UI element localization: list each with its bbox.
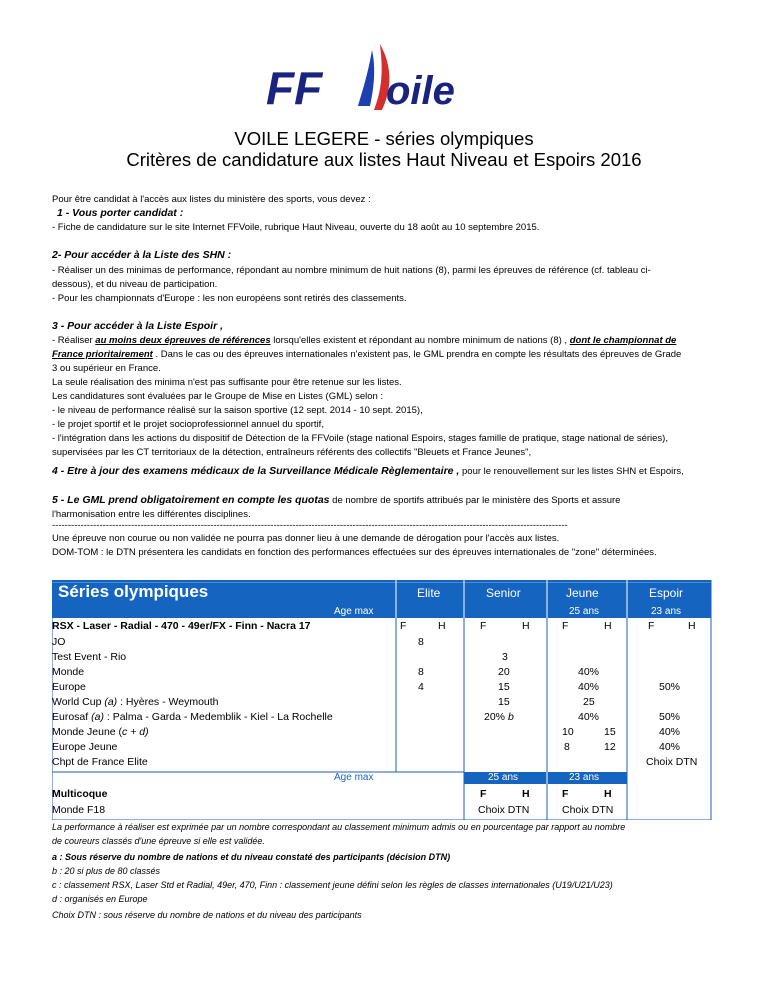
row-senior: 20% b xyxy=(484,711,514,723)
s2-heading: 2- Pour accéder à la Liste des SHN : xyxy=(52,249,232,261)
row-elite: 8 xyxy=(418,666,424,678)
espoir-f: F xyxy=(648,620,655,632)
multi-senior-f: F xyxy=(480,788,487,800)
row-jeune: 25 xyxy=(583,696,595,708)
intro: Pour être candidat à l'accès aux listes du ministère des sports, vous devez : xyxy=(52,194,371,205)
row-jeune: 40% xyxy=(578,666,600,678)
foot-line1: La performance à réaliser est exprimée par un nombre correspondant au classement minimum admis ou en pourcentage par rapport au nombre xyxy=(52,822,626,832)
row-elite: 4 xyxy=(418,681,424,693)
foot-choix: Choix DTN : sous réserve du nombre de nations et du niveau des participants xyxy=(52,910,362,920)
jeune-f: F xyxy=(562,620,569,632)
row-jeune-h: 15 xyxy=(604,726,616,738)
row-senior: 15 xyxy=(498,696,510,708)
foot-line2: de coureurs classés d'une épreuve si elle est validée. xyxy=(52,836,265,846)
row-jeune: 40% xyxy=(578,681,600,693)
row-jeune-h: 12 xyxy=(604,741,616,753)
age-jeune: 25 ans xyxy=(569,606,600,617)
foot-a: a : Sous réserve du nombre de nations et du niveau constaté des participants (décision DTN) xyxy=(52,852,451,862)
s3-line2: France prioritairement . Dans le cas ou des épreuves internationales n'existent pas, le GML prendra en compte les résultats des épreuves de Grade xyxy=(52,349,682,360)
multi-senior-h: H xyxy=(522,788,530,800)
age-espoir: 23 ans xyxy=(651,606,682,617)
row-jeune-f: 10 xyxy=(562,726,574,738)
row-label: JO xyxy=(52,636,66,648)
row-label: Test Event - Rio xyxy=(52,651,127,663)
row-senior: 15 xyxy=(498,681,510,693)
title-line2: Critères de candidature aux listes Haut Niveau et Espoirs 2016 xyxy=(126,149,642,170)
s3-line4: La seule réalisation des minima n'est pas suffisante pour être retenue sur les listes. xyxy=(52,377,402,388)
col-jeune: Jeune xyxy=(566,586,599,600)
multi-row-label: Monde F18 xyxy=(52,804,106,816)
row-senior: 20 xyxy=(498,666,510,678)
svg-text:FF: FF xyxy=(266,62,323,114)
elite-h: H xyxy=(438,620,446,632)
row-jeune: 40% xyxy=(578,711,600,723)
row-label: Eurosaf (a) : Palma - Garda - Medemblik - Kiel - La Rochelle xyxy=(52,711,333,723)
multi-label: Multicoque xyxy=(52,788,108,800)
row-label: Monde Jeune (c + d) xyxy=(52,726,149,738)
row-jeune-f: 8 xyxy=(564,741,570,753)
row-label: Monde xyxy=(52,666,85,678)
s2-line2: dessous), et du niveau de participation. xyxy=(52,279,218,290)
title-line1: VOILE LEGERE - séries olympiques xyxy=(234,128,534,149)
s3-line1: - Réaliser au moins deux épreuves de références lorsqu'elles existent et répondant au nombre minimum de nations (8) , dont le championnat de xyxy=(52,335,677,346)
dashes: ------------------------------------------------------------------------------------------------------------------------------------------------------------------- xyxy=(52,520,568,531)
row-elite: 8 xyxy=(418,636,424,648)
multi-age-senior: 25 ans xyxy=(488,772,519,783)
row-label: Europe xyxy=(52,681,86,693)
s2-line3: - Pour les championnats d'Europe : les non européens sont retirés des classements. xyxy=(52,293,407,304)
s3-line9: supervisées par les CT territoriaux de la détection, entraîneurs référents des collectifs "Bleuets et France Jeunes", xyxy=(52,447,532,458)
col-espoir: Espoir xyxy=(649,586,684,600)
s3-line3: 3 ou supérieur en France. xyxy=(52,363,161,374)
jeune-h: H xyxy=(604,620,612,632)
row-espoir: Choix DTN xyxy=(646,756,698,768)
s5-line2: l'harmonisation entre les différentes disciplines. xyxy=(52,509,251,520)
col-elite: Elite xyxy=(417,586,441,600)
senior-h: H xyxy=(522,620,530,632)
col-senior: Senior xyxy=(486,586,521,600)
note2: DOM-TOM : le DTN présentera les candidats en fonction des performances effectuées sur des épreuves internationales de "zone" déterminées. xyxy=(52,547,657,558)
row-espoir: 50% xyxy=(659,681,681,693)
elite-f: F xyxy=(400,620,407,632)
row-espoir: 40% xyxy=(659,726,681,738)
s3-line5: Les candidatures sont évaluées par le Groupe de Mise en Listes (GML) selon : xyxy=(52,391,384,402)
row-label: World Cup (a) : Hyères - Weymouth xyxy=(52,696,219,708)
criteria-table xyxy=(52,580,712,820)
s4-line: 4 - Etre à jour des examens médicaux de la Surveillance Médicale Règlementaire , pour le renouvellement sur les listes SHN et Espoirs, xyxy=(52,465,684,477)
multi-jeune-h: H xyxy=(604,788,612,800)
table-title: Séries olympiques xyxy=(58,582,209,601)
foot-c: c : classement RSX, Laser Std et Radial, 49er, 470, Finn : classement jeune défini selon les règles de classes internationales (U19/U21/U23) xyxy=(52,880,613,890)
multi-age-jeune: 23 ans xyxy=(569,772,600,783)
ffvoile-logo xyxy=(262,44,488,114)
row-espoir: 50% xyxy=(659,711,681,723)
age-max-label: Age max xyxy=(334,606,374,617)
foot-d: d : organisés en Europe xyxy=(52,894,148,904)
multi-jeune: Choix DTN xyxy=(562,804,614,816)
s3-line7: - le projet sportif et le projet socioprofessionnel annuel du sportif, xyxy=(52,419,324,430)
multi-jeune-f: F xyxy=(562,788,569,800)
s5-line1: 5 - Le GML prend obligatoirement en compte les quotas de nombre de sportifs attribués par le ministère des Sports et assure xyxy=(52,494,621,506)
multi-age-max: Age max xyxy=(334,772,374,783)
row-label: Europe Jeune xyxy=(52,741,118,753)
note1: Une épreuve non courue ou non validée ne pourra pas donner lieu à une demande de dérogation pour l'accès aux listes. xyxy=(52,533,560,544)
series-label: RSX - Laser - Radial - 470 - 49er/FX - Finn - Nacra 17 xyxy=(52,620,311,632)
row-senior: 3 xyxy=(502,651,508,663)
row-label: Chpt de France Elite xyxy=(52,756,148,768)
s3-heading: 3 - Pour accéder à la Liste Espoir , xyxy=(52,320,223,332)
svg-text:oile: oile xyxy=(386,69,455,113)
espoir-h: H xyxy=(688,620,696,632)
s3-line6: - le niveau de performance réalisé sur la saison sportive (12 sept. 2014 - 10 sept. 2015), xyxy=(52,405,423,416)
row-espoir: 40% xyxy=(659,741,681,753)
multi-senior: Choix DTN xyxy=(478,804,530,816)
s2-line1: - Réaliser un des minimas de performance, répondant au nombre minimum de huit nations (8), parmi les épreuves de référence (cf. tableau ci- xyxy=(52,265,651,276)
foot-b: b : 20 si plus de 80 classés xyxy=(52,866,161,876)
s1-heading: 1 - Vous porter candidat : xyxy=(57,207,184,219)
s1-line: - Fiche de candidature sur le site Internet FFVoile, rubrique Haut Niveau, ouverte du 18 août au 10 septembre 2015. xyxy=(52,222,540,233)
senior-f: F xyxy=(480,620,487,632)
s3-line8: - l'intégration dans les actions du dispositif de Détection de la FFVoile (stage national Espoirs, stages famille de pratique, stage national de séries), xyxy=(52,433,668,444)
